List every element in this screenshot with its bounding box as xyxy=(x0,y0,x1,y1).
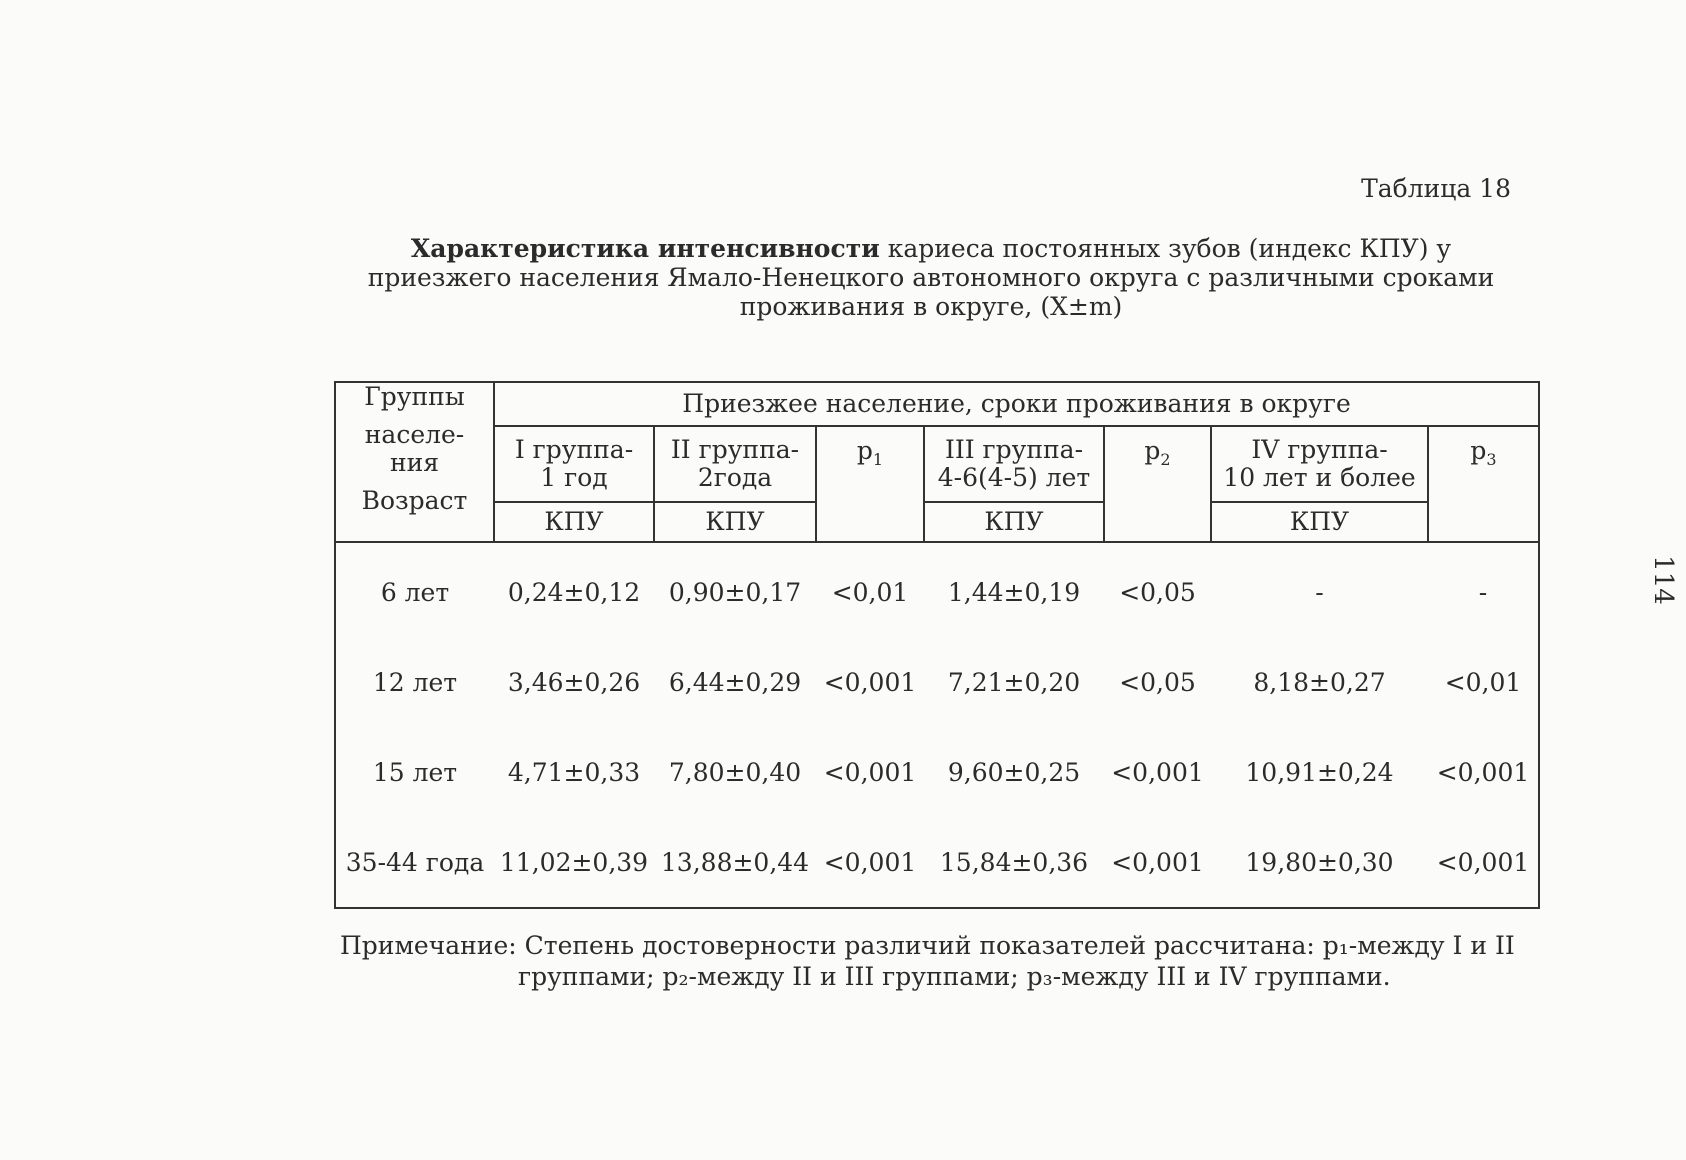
cell-g4: 10,91±0,24 xyxy=(1245,757,1394,787)
cell-p2: <0,05 xyxy=(1119,667,1196,697)
caries-table xyxy=(334,381,1540,909)
header-p1 xyxy=(816,426,924,542)
cell-g4: 19,80±0,30 xyxy=(1245,847,1394,877)
header-group-2 xyxy=(654,426,816,502)
header-groups-line3: ния xyxy=(389,448,440,477)
cell-g2: 7,80±0,40 xyxy=(668,757,802,787)
cell-g1: 11,02±0,39 xyxy=(499,847,649,877)
header-group-1 xyxy=(494,426,654,502)
table-caption xyxy=(350,234,1512,321)
header-group-2-line2: 2года xyxy=(697,463,773,492)
header-kpu-1: КПУ xyxy=(494,502,654,542)
cell-age: 6 лет xyxy=(380,577,450,607)
cell-p3: - xyxy=(1478,577,1488,607)
cell-g1: 3,46±0,26 xyxy=(507,667,641,697)
table-row xyxy=(335,817,1539,908)
cell-g2: 0,90±0,17 xyxy=(668,577,802,607)
cell-g1: 4,71±0,33 xyxy=(507,757,641,787)
caption-rest: кариеса постоянных зубов (индекс КПУ) у приезжего населения Ямало-Ненецкого автономного округа с различными сроками проживания в округе, (X±m) xyxy=(367,234,1495,321)
cell-p3: <0,001 xyxy=(1436,847,1530,877)
cell-g2: 6,44±0,29 xyxy=(668,667,802,697)
table-row xyxy=(335,542,1539,637)
header-group-3-line2: 4-6(4-5) лет xyxy=(937,463,1091,492)
cell-p1: <0,01 xyxy=(831,577,909,607)
header-groups xyxy=(335,382,494,542)
header-group-4-line2: 10 лет и более xyxy=(1223,463,1416,492)
cell-g3: 1,44±0,19 xyxy=(947,577,1081,607)
cell-age: 35-44 года xyxy=(345,847,485,877)
header-group-1-line2: 1 год xyxy=(540,463,608,492)
cell-g4: 8,18±0,27 xyxy=(1253,667,1386,697)
table-number: Таблица 18 xyxy=(1361,174,1511,203)
note-label: Примечание: xyxy=(340,931,517,960)
cell-age: 12 лет xyxy=(372,667,458,697)
table-row xyxy=(335,727,1539,817)
cell-age: 15 лет xyxy=(372,757,458,787)
header-p2-letter: p xyxy=(1144,436,1161,465)
header-p1-letter: p xyxy=(856,436,873,465)
header-group-4 xyxy=(1211,426,1428,502)
cell-p3: <0,01 xyxy=(1444,667,1522,697)
cell-p2: <0,001 xyxy=(1111,847,1204,877)
header-group-2-line1: II группа- xyxy=(670,435,800,464)
header-group-3-line1: III группа- xyxy=(944,435,1084,464)
cell-g4: - xyxy=(1315,577,1324,607)
cell-g1: 0,24±0,12 xyxy=(507,577,641,607)
header-p3-sub: 3 xyxy=(1486,450,1497,469)
header-span-title: Приезжее население, сроки проживания в округе xyxy=(494,382,1539,426)
cell-g2: 13,88±0,44 xyxy=(660,847,810,877)
header-kpu-4: КПУ xyxy=(1211,502,1428,542)
note-line1: Степень достоверности различий показателей рассчитана: p₁-между I и II xyxy=(524,931,1515,960)
cell-g3: 9,60±0,25 xyxy=(947,757,1081,787)
table-row xyxy=(335,637,1539,727)
header-groups-line2: населе- xyxy=(364,420,465,449)
header-p2-sub: 2 xyxy=(1160,450,1171,469)
caption-bold: Характеристика интенсивности xyxy=(410,234,880,263)
header-p3-letter: p xyxy=(1470,436,1487,465)
cell-g3: 15,84±0,36 xyxy=(939,847,1089,877)
header-kpu-3: КПУ xyxy=(924,502,1104,542)
cell-p2: <0,05 xyxy=(1119,577,1196,607)
header-p2 xyxy=(1104,426,1211,542)
cell-p1: <0,001 xyxy=(823,757,917,787)
page-number: 114 xyxy=(1647,555,1678,605)
header-age: Возраст xyxy=(361,486,468,515)
header-p1-sub: 1 xyxy=(872,450,884,469)
header-group-1-line1: I группа- xyxy=(514,435,634,464)
cell-p1: <0,001 xyxy=(823,847,917,877)
cell-p2: <0,001 xyxy=(1111,757,1204,787)
header-group-4-line1: IV группа- xyxy=(1251,435,1388,464)
table-note xyxy=(340,930,1540,992)
cell-p3: <0,001 xyxy=(1436,757,1530,787)
cell-p1: <0,001 xyxy=(823,667,917,697)
header-group-3 xyxy=(924,426,1104,502)
note-line2: группами; p₂-между II и III группами; p₃-между III и IV группами. xyxy=(518,962,1391,991)
header-groups-line1: Группы xyxy=(364,382,465,411)
cell-g3: 7,21±0,20 xyxy=(947,667,1081,697)
header-p3 xyxy=(1428,426,1539,542)
header-kpu-2: КПУ xyxy=(654,502,816,542)
